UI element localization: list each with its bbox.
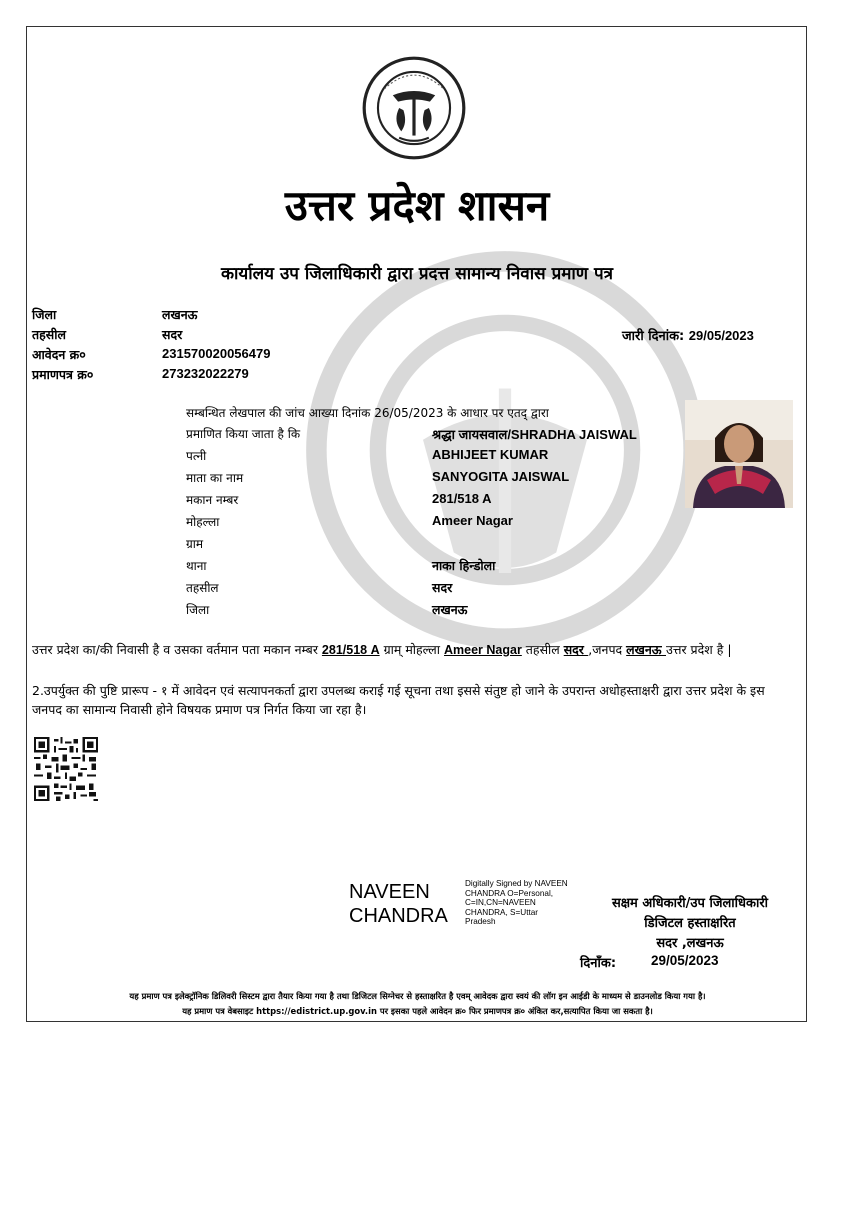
detail-value-spouse: ABHIJEET KUMAR (432, 447, 549, 462)
up-government-emblem-icon (361, 55, 467, 161)
detail-value-mother: SANYOGITA JAISWAL (432, 469, 570, 484)
detail-label: तहसील (186, 581, 219, 595)
signer-name (349, 880, 448, 928)
digitally-signed-label: डिजिटल हस्ताक्षरित (644, 916, 736, 931)
certificate-subtitle: कार्यालय उप जिलाधिकारी द्वारा प्रदत्त सामान्य निवास प्रमाण पत्र (220, 264, 614, 284)
detail-value-tehsil: सदर (432, 580, 453, 595)
officer-location: सदर ,लखनऊ (656, 936, 724, 951)
applicant-photo (685, 400, 793, 508)
detail-label: ग्राम (186, 537, 204, 551)
certificate-no-label: प्रमाणपत्र क्र० (32, 367, 94, 382)
qr-code-icon (34, 737, 98, 801)
residence-paragraph: उत्तर प्रदेश का/की निवासी है व उसका वर्तमान पता मकान नम्बर 281/518 A ग्राम् मोहल्ला Ameer Nagar तहसील सदर ,जनपद लखनऊ उत्तर प्रदेश है | (32, 642, 732, 657)
footer-note-line2: यह प्रमाण पत्र वेबसाइट https://edistrict.up.gov.in पर इसका पहले आवेदन क्र० फिर प्रमाणपत्र क्र० अंकित कर,सत्यापित किया जा सकता है। (182, 1006, 653, 1016)
confirmation-paragraph: 2.उपर्युक्त की पुष्टि प्रारूप - १ में आवेदन एवं सत्यापनकर्ता द्वारा उपलब्ध कराई गई सूचना तथा इससे संतुष्ट हो जाने के उपरान्त अधोहस्ताक्षरी द्वारा उत्तर प्रदेश के इस जनपद का सामान्य निवासी होने विषयक प्रमाण पत्र निर्गत किया जा रहा है। (32, 683, 765, 717)
certificate-no-value: 273232022279 (162, 366, 249, 381)
signature-date-label: दिनाँक: (580, 956, 617, 971)
digital-signature-details: Digitally Signed by NAVEEN CHANDRA O=Personal, C=IN,CN=NAVEEN CHANDRA, S=Uttar Pradesh (465, 879, 568, 927)
officer-designation: सक्षम अधिकारी/उप जिलाधिकारी (611, 896, 769, 911)
mohalla-underlined: Ameer Nagar (444, 643, 522, 657)
issue-date (622, 326, 754, 344)
detail-value-police-station: नाका हिन्डोला (432, 558, 496, 573)
detail-label: मकान नम्बर (186, 493, 239, 507)
signature-date-value: 29/05/2023 (651, 953, 719, 968)
detail-label: मोहल्ला (186, 515, 220, 529)
detail-value-name: श्रद्धा जायसवाल/SHRADHA JAISWAL (432, 427, 637, 442)
footer-note-line1: यह प्रमाण पत्र इलेक्ट्रॉनिक डिलिवरी सिस्टम द्वारा तैयार किया गया है तथा डिजिटल सिग्नेचर से हस्ताक्षरित है एवम् आवेदक द्वारा स्वयं की लॉग इन आईडी के माध्यम से डाउनलोड किया गया है। (129, 991, 706, 1001)
tehsil-label: तहसील (32, 327, 66, 342)
detail-label: पत्नी (186, 449, 207, 463)
signer-name-line1: NAVEEN (349, 881, 430, 903)
application-no-label: आवेदन क्र० (32, 347, 86, 362)
person-photo-icon (685, 400, 793, 508)
district-value: लखनऊ (162, 307, 198, 322)
intro-text: सम्बन्धित लेखपाल की जांच आख्या दिनांक 26/05/2023 के आधार पर एतद् द्वारा (186, 406, 549, 420)
district-label: जिला (32, 307, 57, 322)
detail-label: थाना (186, 559, 207, 573)
detail-value-house: 281/518 A (432, 491, 492, 506)
issue-date-value: 29/05/2023 (688, 328, 754, 343)
detail-label: माता का नाम (186, 471, 244, 485)
detail-value-mohalla: Ameer Nagar (432, 513, 513, 528)
tehsil-value: सदर (162, 327, 183, 342)
tehsil-underlined: सदर (563, 642, 589, 657)
detail-label: जिला (186, 603, 210, 617)
detail-label: प्रमाणित किया जाता है कि (186, 427, 301, 441)
house-number-underlined: 281/518 A (321, 643, 380, 657)
application-no-value: 231570020056479 (162, 346, 271, 361)
issue-date-label: जारी दिनांक: (622, 329, 685, 344)
district-underlined: लखनऊ (626, 642, 666, 657)
page-title: उत्तर प्रदेश शासन (284, 181, 550, 230)
detail-value-district: लखनऊ (432, 602, 468, 617)
signer-name-line2: CHANDRA (349, 905, 448, 927)
